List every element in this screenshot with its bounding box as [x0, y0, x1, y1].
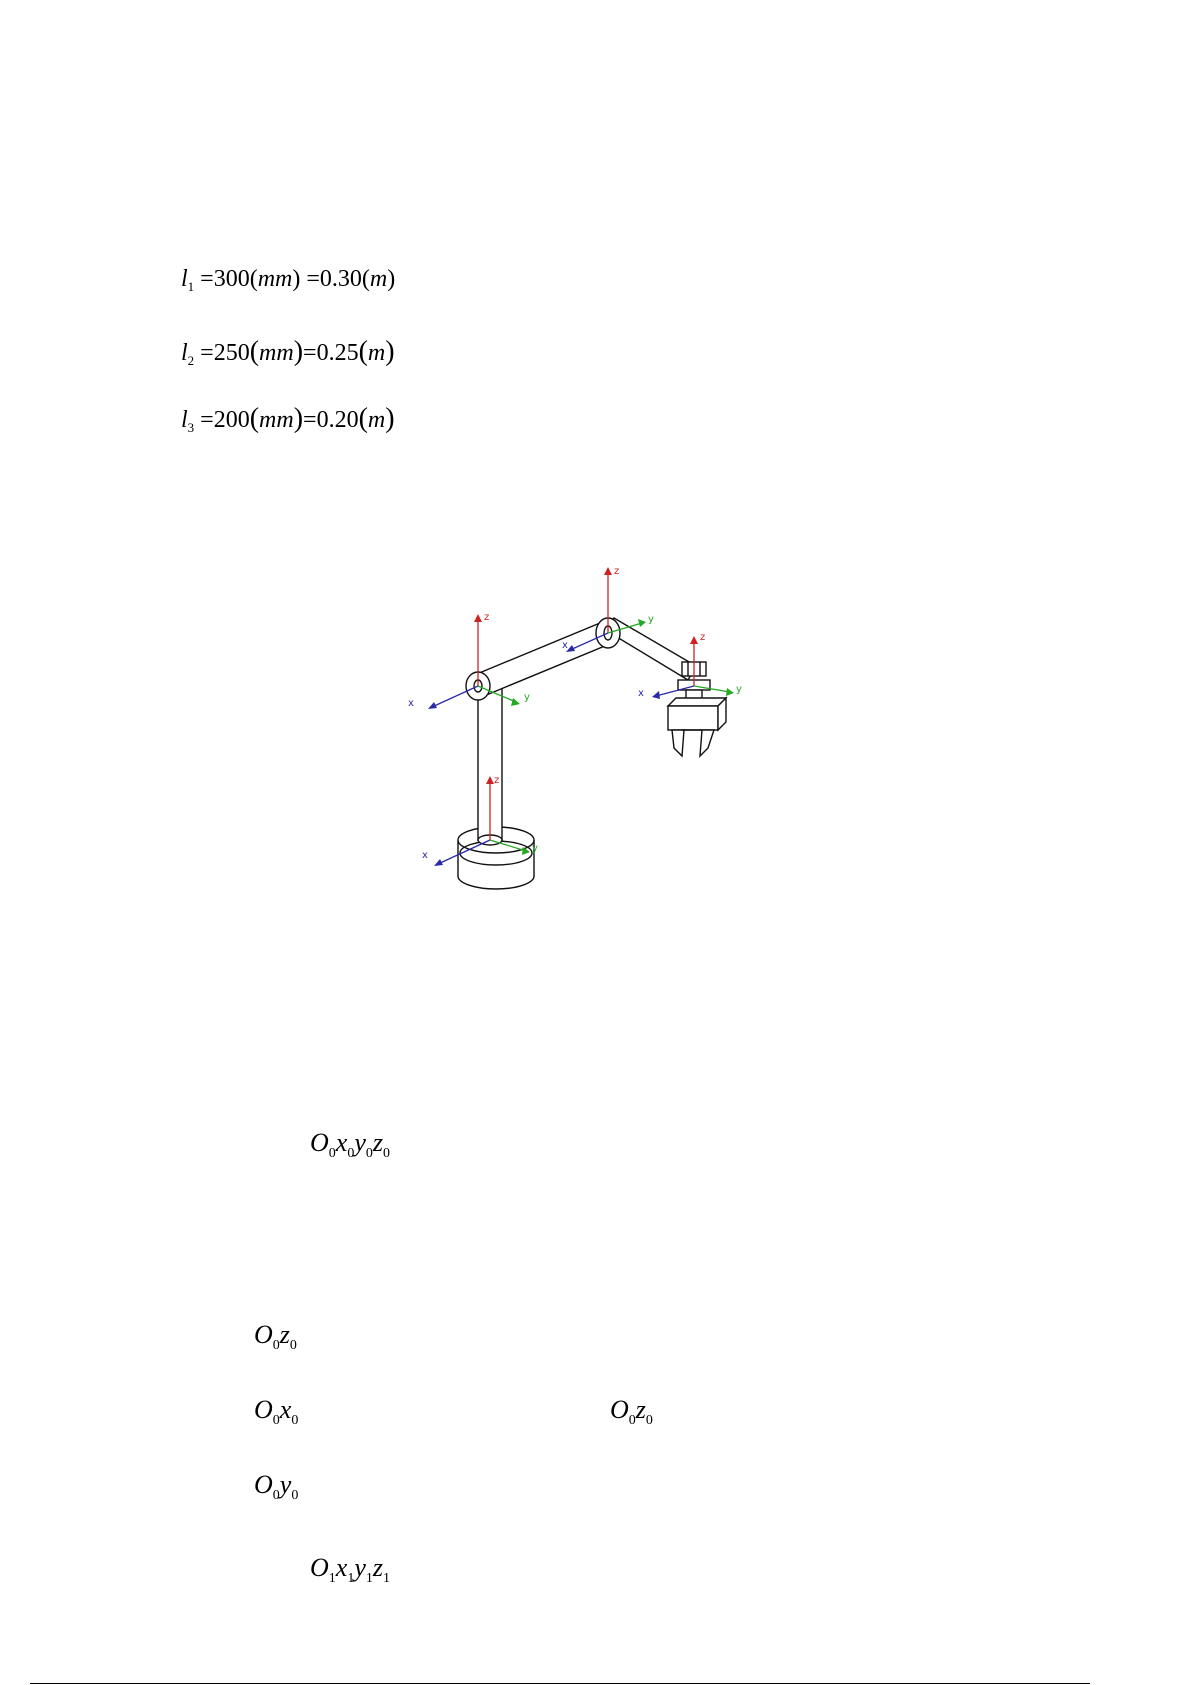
elbow-z-label: z [614, 566, 620, 577]
gripper-x-label: x [638, 688, 644, 699]
elbow-x-label: x [562, 640, 568, 651]
page-footer-rule [30, 1683, 1090, 1684]
gripper-block [668, 698, 726, 706]
gripper-y-label: y [736, 684, 742, 695]
base-y-label: y [532, 843, 538, 854]
length-equation-l1: $l_1 =300(mm) =0.30(m)$ [181, 266, 396, 294]
axis-o0z0-reference: $O_0z_0$ [610, 1395, 653, 1428]
robot-arm-outline [458, 618, 726, 889]
gripper-z-label: z [700, 632, 706, 643]
axis-o0y0: $O_0y_0$ [254, 1470, 299, 1503]
shoulder-x-label: x [408, 698, 414, 709]
base-x-label: x [422, 850, 428, 861]
shoulder-z-label: z [484, 612, 490, 623]
shoulder-y-label: y [524, 692, 530, 703]
gripper-finger-right [700, 730, 714, 756]
base-frame-symbol: $O_0x_0y_0z_0$ [310, 1128, 390, 1161]
axis-o0x0: $O_0x_0$ [254, 1395, 299, 1428]
length-equation-l3: $l_3 =200(mm)=0.20(m)$ [181, 403, 395, 435]
link-2-arm [472, 623, 612, 696]
axis-o0z0: $O_0z_0$ [254, 1320, 297, 1353]
length-equation-l2: $l_2 =250(mm)=0.25(m)$ [181, 336, 395, 368]
gripper-finger-left [672, 730, 684, 756]
frame-1-symbol: $O_1x_1y_1z_1$ [310, 1553, 390, 1586]
base-z-label: z [494, 775, 500, 786]
robot-arm-figure [408, 566, 820, 898]
elbow-y-label: y [648, 614, 654, 625]
